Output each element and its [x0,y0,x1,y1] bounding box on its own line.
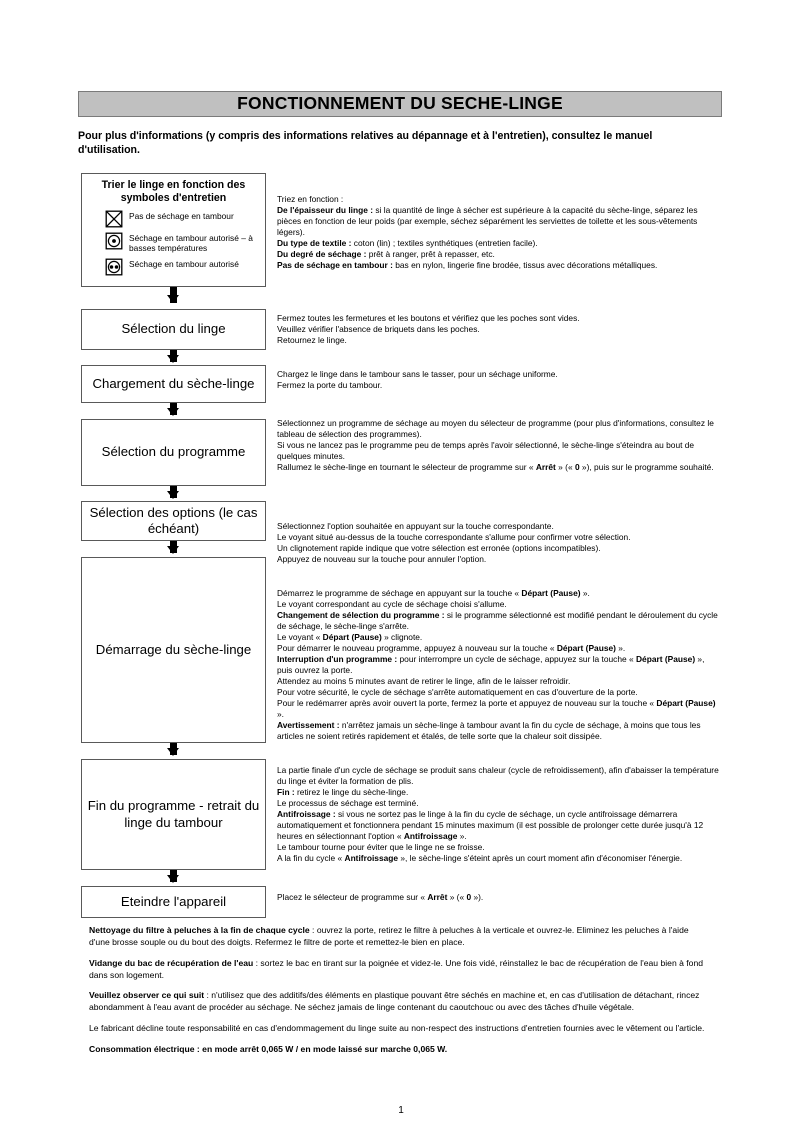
flow-step-label: Chargement du sèche-linge [92,375,255,391]
page-title-banner [78,91,722,117]
page-number: 1 [398,1105,404,1116]
flow-step-program-end [81,759,266,870]
description-line: Du type de textile : coton (lin) ; textiles synthétiques (entretien facile). [277,238,538,248]
description-line: Retournez le linge. [277,335,347,345]
description-option-selection [277,521,721,565]
description-line: Sélectionnez un programme de séchage au moyen du sélecteur de programme (pour plus d'informations, consultez le tableau de sélection des programmes). [277,418,714,439]
flow-connector-arrowhead [167,875,179,883]
description-line: Triez en fonction : [277,194,344,204]
description-line: Placez le sélecteur de programme sur « Arrêt » (« 0 »). [277,892,484,902]
description-line: Du degré de séchage : prêt à ranger, prêt à repasser, etc. [277,249,495,259]
description-loading [277,369,721,391]
flow-step-laundry-selection [81,309,266,350]
flow-connector-arrowhead [167,546,179,554]
description-line: Pour le redémarrer après avoir ouvert la porte, fermez la porte et appuyez de nouveau sur la touche « Départ (Pause) ». [277,698,716,719]
symbol-row [88,209,261,228]
symbol-label: Séchage en tambour autorisé [129,258,239,269]
flow-step-power-off [81,886,266,918]
flow-connector-arrowhead [167,295,179,303]
symbol-box-heading: Trier le linge en fonction des symboles d'entretien [101,179,246,205]
footer-note: Consommation électrique : en mode arrêt 0,065 W / en mode laissé sur marche 0,065 W. [89,1044,448,1055]
description-program-end [277,765,721,864]
description-line: De l'épaisseur du linge : si la quantité de linge à sécher est supérieure à la capacité du sèche-linge, séparez les pièces en fonction de leur poids (par exemple, séchez séparément les serviettes de toilette et les sous-vêtements légers). [277,205,698,237]
page-title: FONCTIONNEMENT DU SECHE-LINGE [237,93,563,114]
flow-step-label: Eteindre l'appareil [120,893,227,909]
flow-step-label: Sélection des options (le cas échéant) [89,504,258,536]
flow-step-label: Démarrage du sèche-linge [95,641,252,657]
footer-notes [89,925,708,1056]
flow-connector-arrowhead [167,355,179,363]
footer-note: Vidange du bac de récupération de l'eau : sortez le bac en tirant sur la poignée et videz-le. Une fois vidé, réinstallez le bac de récupération de l'eau bien à fond dans son logement. [89,957,704,980]
footer-note: Le fabricant décline toute responsabilité en cas d'endommagement du linge suite au non-respect des instructions d'entretien fournies avec le vêtement ou l'article. [89,1023,705,1034]
tumble-dry-normal-icon [105,258,123,276]
footer-note: Veuillez observer ce qui suit : n'utilisez que des additifs/des éléments en plastique pouvant être séchés en machine et, en cas d'utilisation de détachant, rincez abondamment à l'eau avant de procéder au séchage. Ne séchez jamais de linge contenant du caoutchouc ou avec des tâches d'huile végétale. [89,990,700,1013]
flow-step-startup [81,557,266,743]
description-line: Fin : retirez le linge du sèche-linge. [277,787,409,797]
symbol-label: Séchage en tambour autorisé – à basses températures [129,232,253,254]
flow-step-loading [81,365,266,403]
no-tumble-dry-icon [105,210,123,228]
flow-connector-arrowhead [167,748,179,756]
tumble-dry-low-icon [105,232,123,250]
description-line: Sélectionnez l'option souhaitée en appuyant sur la touche correspondante. [277,521,554,531]
flow-connector-arrowhead [167,408,179,416]
flow-step-label: Fin du programme - retrait du linge du tambour [87,798,260,830]
description-power-off [277,892,721,903]
description-line: Démarrez le programme de séchage en appuyant sur la touche « Départ (Pause) ». [277,588,590,598]
flow-step-label: Sélection du linge [121,321,226,337]
flow-step-option-selection [81,501,266,541]
description-line: Interruption d'un programme : pour interrompre un cycle de séchage, appuyez sur la touche « Départ (Pause) », puis ouvrez la porte. [277,654,705,675]
description-line: A la fin du cycle « Antifroissage », le sèche-linge s'éteint après un court moment afin d'économiser l'énergie. [277,853,683,863]
flow-step-sorting-symbols [81,173,266,287]
description-line: Le voyant « Départ (Pause) » clignote. [277,632,423,642]
description-line: Changement de sélection du programme : si le programme sélectionné est modifié pendant le déroulement du cycle de séchage, le sèche-linge s'arrête. [277,610,718,631]
description-startup [277,588,721,742]
description-line: Avertissement : n'arrêtez jamais un sèche-linge à tambour avant la fin du cycle de séchage, à moins que tous les articles ne soient retirés rapidement et étalés, de telle sorte que la chaleur soit dissipée. [277,720,701,741]
description-line: La partie finale d'un cycle de séchage se produit sans chaleur (cycle de refroidissement), afin d'abaisser la température du linge et éviter la formation de plis. [277,765,719,786]
description-line: Si vous ne lancez pas le programme peu de temps après l'avoir sélectionné, le sèche-linge s'éteindra au bout de quelques minutes. [277,440,695,461]
flow-connector-arrowhead [167,491,179,499]
flow-step-label: Sélection du programme [101,444,246,460]
description-line: Le voyant correspondant au cycle de séchage choisi s'allume. [277,599,507,609]
description-line: Pas de séchage en tambour : bas en nylon, lingerie fine brodée, tissus avec décorations métalliques. [277,260,658,270]
description-line: Fermez la porte du tambour. [277,380,383,390]
description-laundry-selection [277,313,721,346]
symbol-label: Pas de séchage en tambour [129,210,234,221]
description-line: Fermez toutes les fermetures et les boutons et vérifiez que les poches sont vides. [277,313,580,323]
description-line: Veuillez vérifier l'absence de briquets dans les poches. [277,324,480,334]
symbol-row [88,231,261,254]
description-line: Chargez le linge dans le tambour sans le tasser, pour un séchage uniforme. [277,369,558,379]
description-line: Un clignotement rapide indique que votre sélection est erronée (options incompatibles). [277,543,601,553]
description-line: Appuyez de nouveau sur la touche pour annuler l'option. [277,554,487,564]
footer-note: Nettoyage du filtre à peluches à la fin de chaque cycle : ouvrez la porte, retirez le filtre à peluches à la verticale et ouvrez-le. Eliminez les peluches à l'aide d'une brosse souple ou du bout des doigts. Refermez le filtre de porte et remettez-le bien en place. [89,925,689,947]
description-line: Le processus de séchage est terminé. [277,798,419,808]
flow-step-program-selection [81,419,266,486]
description-line: Attendez au moins 5 minutes avant de retirer le linge, afin de le laisser refroidir. [277,676,571,686]
description-sorting [277,194,721,271]
description-line: Rallumez le sèche-linge en tournant le sélecteur de programme sur « Arrêt » (« 0 »), puis sur le programme souhaité. [277,462,714,472]
description-line: Antifroissage : si vous ne sortez pas le linge à la fin du cycle de séchage, un cycle antifroissage démarrera automatiquement et fonctionnera pendant 15 minutes maximum (il est possible de prolonger cette durée jusqu'à 12 heures en sélectionnant l'option « Antifroissage ». [277,809,704,841]
intro-paragraph: Pour plus d'informations (y compris des informations relatives au dépannage et à l'entretien), consultez le manuel d'utilisation. [78,130,653,156]
description-program-selection [277,418,721,473]
description-line: Pour votre sécurité, le cycle de séchage s'arrête automatiquement en cas d'ouverture de la porte. [277,687,638,697]
description-line: Le voyant situé au-dessus de la touche correspondante s'allume pour confirmer votre sélection. [277,532,631,542]
description-line: Le tambour tourne pour éviter que le linge ne se froisse. [277,842,485,852]
description-line: Pour démarrer le nouveau programme, appuyez à nouveau sur la touche « Départ (Pause) ». [277,643,626,653]
symbol-row [88,257,261,276]
